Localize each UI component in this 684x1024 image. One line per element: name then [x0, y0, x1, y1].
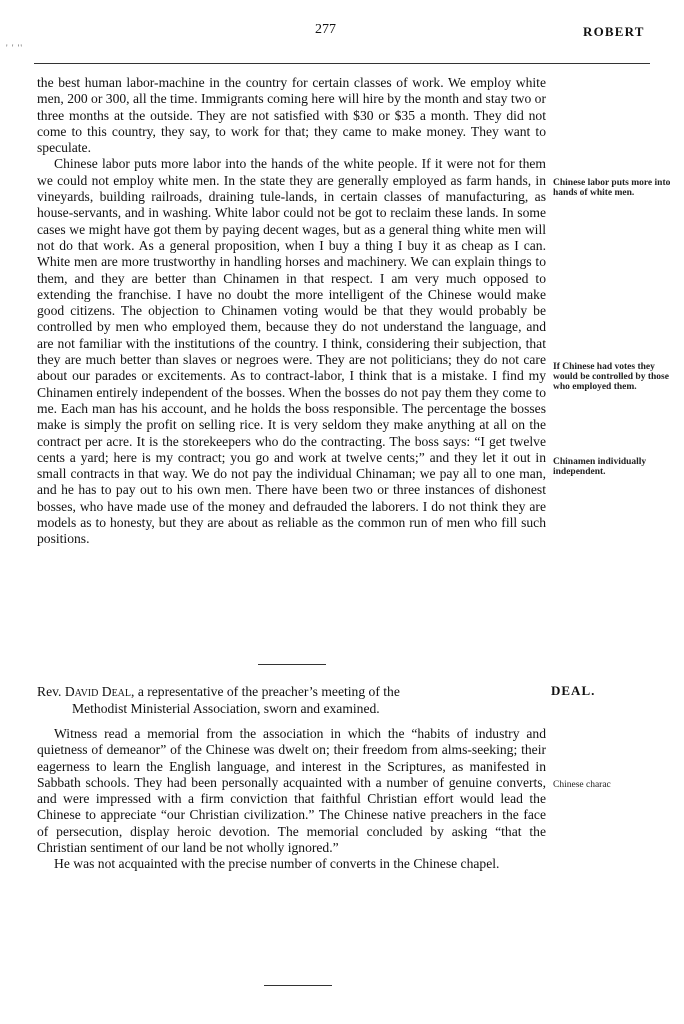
edge-marks: ' ' '': [6, 43, 23, 53]
paragraph: Witness read a memorial from the association in which the “habits of industry and quietness of demeanor” of the Chinese was dwelt on; their freedom from alms-seeking; their eagerness to learn the English language, and interest in the Scriptures, as manifested in Sabbath schools. They had been personally acquainted with a number of genuine converts, and were impressed with a firm conviction that faithful Christian effort would lead the Chinese to appreciate “our Christian civilization.” The Chinese native preachers in the face of persecution, display heroic devotion. The memorial concluded by asking “that the Christian sentiment of our land be not wholly ignored.”: [37, 726, 546, 856]
paragraph: the best human labor-machine in the country for certain classes of work. We employ white men, 200 or 300, all the time. Immigrants coming here will hire by the month and stay two or three months at the outside. They are not satisfied with $30 or $35 a month. They did not come to this country, they say, to work for that; they came to make money. They want to speculate.: [37, 75, 546, 156]
page-number: 277: [315, 22, 336, 37]
margin-note: If Chinese had votes they would be controlled by those who employed them.: [553, 362, 669, 392]
running-head: ROBERT: [583, 24, 645, 39]
section-divider: [264, 985, 332, 986]
witness-intro-text: , a representative of the preacher’s meeting of the: [131, 684, 400, 699]
margin-note: Chinamen individually independent.: [553, 457, 647, 477]
paragraph: He was not acquainted with the precise number of converts in the Chinese chapel.: [54, 856, 500, 872]
margin-note: Chinese charac: [553, 780, 611, 790]
margin-note-name: DEAL.: [551, 683, 596, 698]
witness-prefix: Rev.: [37, 684, 62, 699]
witness-heading: [37, 684, 546, 717]
witness-name: David Deal: [64, 684, 132, 699]
paragraph: Chinese labor puts more labor into the hands of the white people. If it were not for them we could not employ white men. In the state they are generally employed as farm hands, in vineyards, building railroads, draining tule-lands, in certain classes of manufacturing, as house-servants, and in washing. White labor could not be got to reclaim these lands. In some cases we might have got them by paying decent wages, but as a general thing white men will not do that work. As a general proposition, when I buy a thing I buy it as cheap as I can. White men are more trustworthy in handling horses and machinery. We can explain things to them, and they are better than Chinamen in that respect. I am very much opposed to extending the franchise. I have no doubt the more intelligent of the Chinese would make good citizens. The objection to Chinamen voting would be that they would probably be controlled by men who employed them, because they do not understand the language, and are not familiar with the institutions of the country. I think, considering their subjection, that they are much better than slaves or negroes were. They are not politicians; they do not care about our parades or excitements. As to contract-labor, I think that is a mistake. I find my Chinamen entirely independent of the bosses. When the bosses do not pay them they come to me. Each man has his account, and he holds the boss responsible. The percentage the bosses make is simply the profit on selling rice. It is very seldom they make anything at all on the contract per acre. It is the storekeepers who do the contracting. The boss says: “I get twelve cents a yard; here is my contract; you go and work at twelve cents;” and they let it out in small contracts in that way. We do not pay the individual Chinaman; we pay all to one man, and he has to pay out to his own men. There have been two or three instances of dishonest bosses, who have made use of the money and defrauded the laborers. I do not think they are models as to honesty, but they are about as reliable as the common run of men who fill such positions.: [37, 156, 546, 547]
witness-text: [37, 726, 546, 873]
witness-intro-continued: Methodist Ministerial Association, sworn and examined.: [72, 700, 380, 716]
section-divider: [258, 664, 326, 665]
margin-note: Chinese labor puts more into hands of white men.: [553, 178, 671, 198]
testimony-text: [37, 75, 546, 548]
header-rule: [34, 63, 650, 64]
